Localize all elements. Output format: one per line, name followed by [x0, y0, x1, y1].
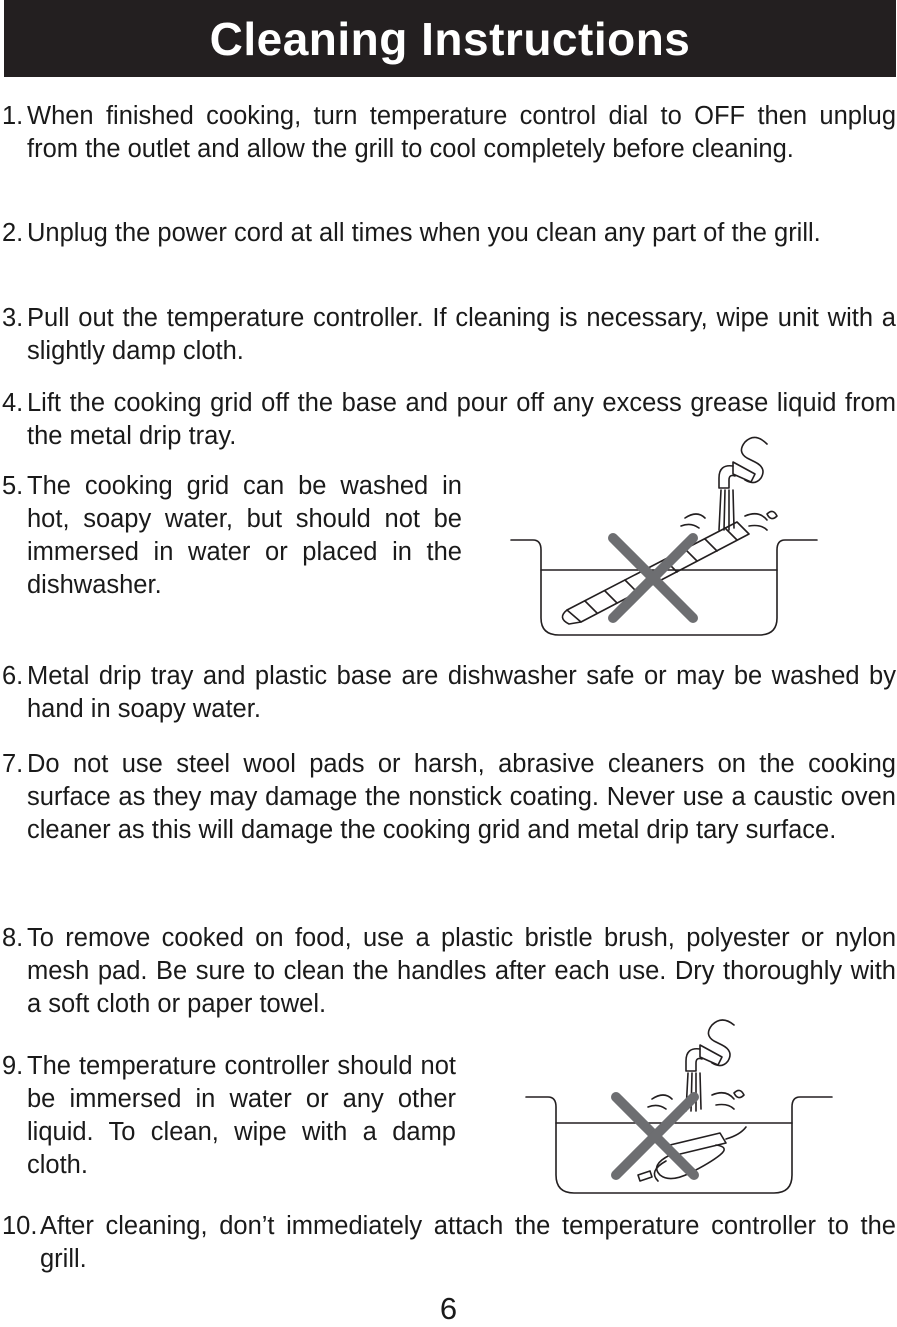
- step-6: [2, 660, 896, 726]
- step-text: The cooking grid can be washed in hot, soapy water, but should not be immersed in water or placed in the dishwasher.: [27, 472, 462, 599]
- header-bar: [4, 0, 896, 77]
- page-title: Cleaning Instructions: [209, 12, 691, 65]
- step-2: [2, 217, 896, 250]
- faucet-over-sink-grid-crossed-illustration: [505, 430, 825, 640]
- step-text: When finished cooking, turn temperature control dial to OFF then unplug from the outlet and allow the grill to cool completely before cleaning.: [27, 102, 896, 163]
- step-number: 4.: [2, 389, 24, 417]
- step-5: [2, 470, 462, 602]
- step-number: 10.: [2, 1212, 38, 1240]
- step-7: [2, 748, 896, 847]
- step-text: Unplug the power cord at all times when you clean any part of the grill.: [27, 219, 821, 247]
- faucet-over-sink-controller-crossed-illustration: [520, 1015, 840, 1200]
- step-text: Metal drip tray and plastic base are dishwasher safe or may be washed by hand in soapy water.: [27, 662, 896, 723]
- step-text: Pull out the temperature controller. If cleaning is necessary, wipe unit with a slightly damp cloth.: [27, 304, 896, 365]
- step-number: 9.: [2, 1052, 24, 1080]
- step-text: Lift the cooking grid off the base and pour off any excess grease liquid from the metal drip tray.: [27, 389, 896, 450]
- step-number: 1.: [2, 102, 24, 130]
- step-text: Do not use steel wool pads or harsh, abrasive cleaners on the cooking surface as they may damage the nonstick coating. Never use a caustic oven cleaner as this will damage the cooking grid and metal drip tary surface.: [27, 750, 896, 844]
- step-3: [2, 302, 896, 368]
- step-8: [2, 922, 896, 1021]
- step-number: 7.: [2, 750, 24, 778]
- step-number: 3.: [2, 304, 24, 332]
- step-number: 6.: [2, 662, 24, 690]
- step-text: After cleaning, don’t immediately attach the temperature controller to the grill.: [40, 1212, 896, 1273]
- step-10: [2, 1210, 896, 1276]
- step-text: The temperature controller should not be immersed in water or any other liquid. To clean, wipe with a damp cloth.: [27, 1052, 456, 1179]
- step-1: [2, 100, 896, 166]
- step-9: [2, 1050, 456, 1182]
- step-number: 2.: [2, 219, 24, 247]
- step-number: 8.: [2, 924, 24, 952]
- step-text: To remove cooked on food, use a plastic bristle brush, polyester or nylon mesh pad. Be sure to clean the handles after each use. Dry thoroughly with a soft cloth or paper towel.: [27, 924, 896, 1018]
- step-number: 5.: [2, 472, 24, 500]
- page-number: 6: [439, 1291, 458, 1326]
